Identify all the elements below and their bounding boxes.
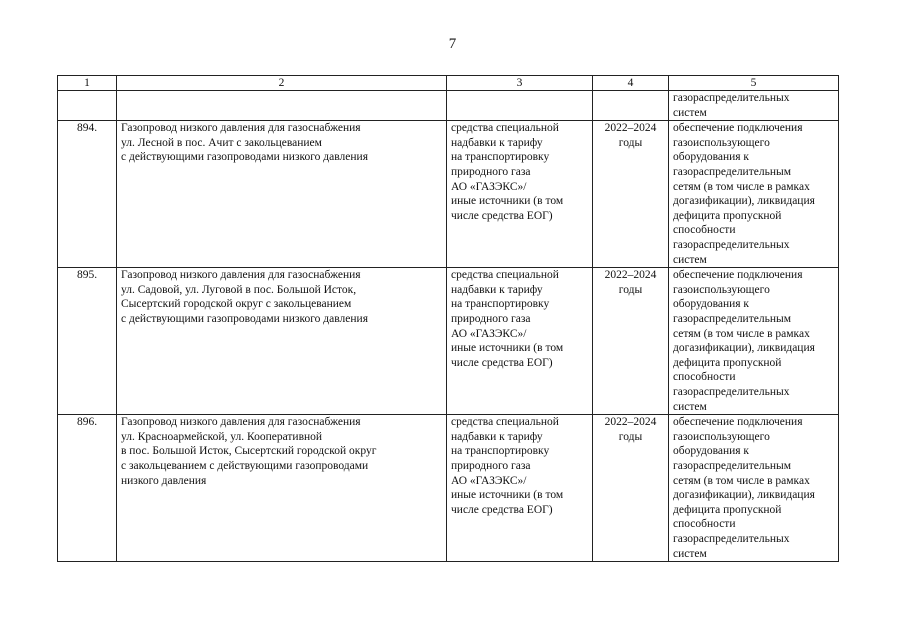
column-number-row [58, 76, 839, 91]
cell-source: средства специальной надбавки к тарифу на транспортировку природного газа АО «ГАЗЭКС»/ иные источники (в том числе средства ЕОГ) [447, 121, 593, 268]
cell-period [593, 91, 669, 121]
cell-num: 896. [58, 415, 117, 562]
cell-purpose: обеспечение подключения газоиспользующего оборудования к газораспределительным сетям (в том числе в рамках догазификации), ликвидация дефицита пропускной способности газораспределительных систем [669, 268, 839, 415]
cell-source [447, 91, 593, 121]
cell-name: Газопровод низкого давления для газоснабжения ул. Лесной в пос. Ачит с закольцеванием с действующими газопроводами низкого давления [117, 121, 447, 268]
cell-period: 2022–2024 годы [593, 121, 669, 268]
cell-name: Газопровод низкого давления для газоснабжения ул. Садовой, ул. Луговой в пос. Большой Исток, Сысертский городской округ с закольцеванием с действующими газопроводами низкого давления [117, 268, 447, 415]
cell-period: 2022–2024 годы [593, 268, 669, 415]
column-number-4: 4 [593, 76, 669, 91]
column-number-5: 5 [669, 76, 839, 91]
cell-purpose: обеспечение подключения газоиспользующего оборудования к газораспределительным сетям (в том числе в рамках догазификации), ликвидация дефицита пропускной способности газораспределительных систем [669, 415, 839, 562]
column-number-1: 1 [58, 76, 117, 91]
cell-num: 895. [58, 268, 117, 415]
program-table [57, 75, 839, 562]
cell-num: 894. [58, 121, 117, 268]
cell-source: средства специальной надбавки к тарифу на транспортировку природного газа АО «ГАЗЭКС»/ иные источники (в том числе средства ЕОГ) [447, 415, 593, 562]
continuation-row [58, 91, 839, 121]
cell-name [117, 91, 447, 121]
column-number-2: 2 [117, 76, 447, 91]
cell-source: средства специальной надбавки к тарифу на транспортировку природного газа АО «ГАЗЭКС»/ иные источники (в том числе средства ЕОГ) [447, 268, 593, 415]
table-row [58, 268, 839, 415]
cell-period: 2022–2024 годы [593, 415, 669, 562]
cell-purpose: обеспечение подключения газоиспользующего оборудования к газораспределительным сетям (в том числе в рамках догазификации), ликвидация дефицита пропускной способности газораспределительных систем [669, 121, 839, 268]
column-number-3: 3 [447, 76, 593, 91]
cell-purpose: газораспределительных систем [669, 91, 839, 121]
cell-num [58, 91, 117, 121]
cell-name: Газопровод низкого давления для газоснабжения ул. Красноармейской, ул. Кооперативной в пос. Большой Исток, Сысертский городской округ с закольцеванием с действующими газопроводами низкого давления [117, 415, 447, 562]
table-row [58, 415, 839, 562]
table-row [58, 121, 839, 268]
page-number: 7 [448, 36, 457, 52]
